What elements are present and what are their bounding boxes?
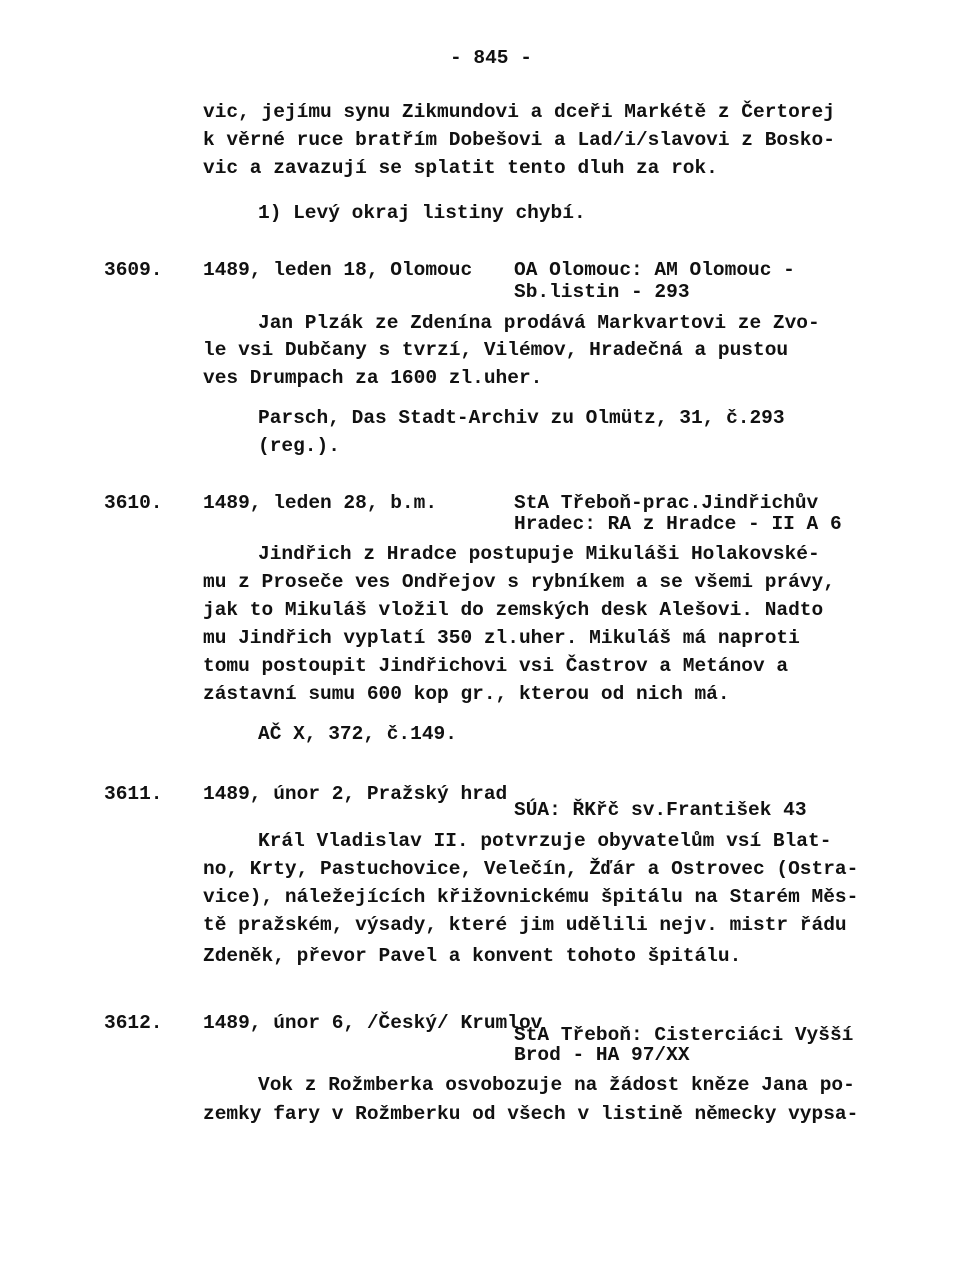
entry-text-line: Zdeněk, převor Pavel a konvent tohoto špitálu. bbox=[203, 945, 742, 967]
entry-text-line: vice), náležejících křižovnickému špitálu na Starém Měs- bbox=[203, 886, 859, 908]
entry-text-line: tě pražském, výsady, které jim udělili nejv. mistr řádu bbox=[203, 914, 847, 936]
entry-text-line: zástavní sumu 600 kop gr., kterou od nich má. bbox=[203, 683, 730, 705]
entry-source: Hradec: RA z Hradce - II A 6 bbox=[514, 513, 842, 535]
entry-number: 3612. bbox=[104, 1012, 163, 1034]
entry-source: SÚA: ŘKřč sv.František 43 bbox=[514, 799, 807, 821]
entry-text-line: no, Krty, Pastuchovice, Velečín, Žďár a Ostrovec (Ostra- bbox=[203, 858, 859, 880]
entry-date-place: 1489, únor 6, /Český/ Krumlov bbox=[203, 1012, 543, 1034]
entry-number: 3611. bbox=[104, 783, 163, 805]
entry-source: StA Třeboň: Cisterciáci Vyšší bbox=[514, 1024, 854, 1046]
entry-text-line: mu Jindřich vyplatí 350 zl.uher. Mikuláš má naproti bbox=[203, 627, 800, 649]
entry-date-place: 1489, leden 28, b.m. bbox=[203, 492, 438, 514]
entry-text-line: Král Vladislav II. potvrzuje obyvatelům vsí Blat- bbox=[258, 830, 832, 852]
entry-source: OA Olomouc: AM Olomouc - bbox=[514, 259, 795, 281]
entry-source: Sb.listin - 293 bbox=[514, 281, 690, 303]
entry-number: 3610. bbox=[104, 492, 163, 514]
entry-reference: Parsch, Das Stadt-Archiv zu Olmütz, 31, č.293 bbox=[258, 407, 785, 429]
entry-reference: AČ X, 372, č.149. bbox=[258, 723, 457, 745]
footnote: 1) Levý okraj listiny chybí. bbox=[258, 202, 586, 224]
entry-source: StA Třeboň-prac.Jindřichův bbox=[514, 492, 819, 514]
entry-text-line: Jan Plzák ze Zdenína prodává Markvartovi ze Zvo- bbox=[258, 312, 820, 334]
entry-date-place: 1489, únor 2, Pražský hrad bbox=[203, 783, 508, 805]
entry-text-line: Vok z Rožmberka osvobozuje na žádost kněze Jana po- bbox=[258, 1074, 855, 1096]
page-number: - 845 - bbox=[450, 47, 532, 69]
entry-text-line: tomu postoupit Jindřichovi vsi Častrov a Metánov a bbox=[203, 655, 789, 677]
entry-number: 3609. bbox=[104, 259, 163, 281]
entry-text-line: zemky fary v Rožmberku od všech v listině německy vypsa- bbox=[203, 1103, 859, 1125]
intro-line: vic a zavazují se splatit tento dluh za rok. bbox=[203, 157, 718, 179]
intro-line: vic, jejímu synu Zikmundovi a dceři Markétě z Čertorej bbox=[203, 101, 835, 123]
entry-source: Brod - HA 97/XX bbox=[514, 1044, 690, 1066]
intro-line: k věrné ruce bratřím Dobešovi a Lad/i/slavovi z Bosko- bbox=[203, 129, 835, 151]
entry-reference: (reg.). bbox=[258, 435, 340, 457]
entry-date-place: 1489, leden 18, Olomouc bbox=[203, 259, 473, 281]
entry-text-line: ves Drumpach za 1600 zl.uher. bbox=[203, 367, 543, 389]
entry-text-line: mu z Proseče ves Ondřejov s rybníkem a se všemi právy, bbox=[203, 571, 835, 593]
entry-text-line: le vsi Dubčany s tvrzí, Vilémov, Hradečná a pustou bbox=[203, 339, 789, 361]
entry-text-line: jak to Mikuláš vložil do zemských desk Alešovi. Nadto bbox=[203, 599, 824, 621]
entry-text-line: Jindřich z Hradce postupuje Mikuláši Holakovské- bbox=[258, 543, 820, 565]
